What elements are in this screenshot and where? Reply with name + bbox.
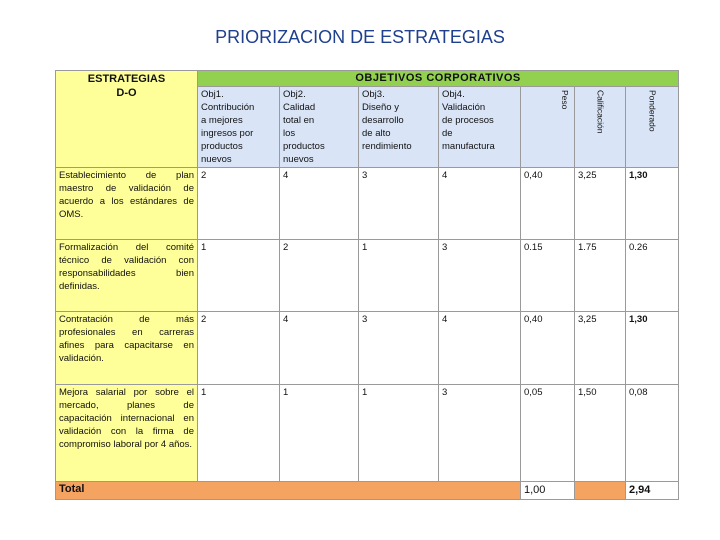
peso-cell: 0,40: [521, 168, 575, 240]
peso-cell: 0.15: [521, 240, 575, 312]
calificacion-header: Calificación: [575, 87, 626, 168]
score-cell: 4: [280, 312, 359, 385]
corner-label-cell: [56, 71, 198, 168]
strategy-cell: Contratación de más profesionales en carreras afines para capacitarse en validación.: [56, 312, 198, 385]
strategy-cell: Mejora salarial por sobre el mercado, planes de capacitación internacional en validación con la firma de compromiso laboral por 4 años.: [56, 385, 198, 482]
score-cell: 2: [280, 240, 359, 312]
score-cell: 4: [439, 168, 521, 240]
score-cell: 1: [198, 240, 280, 312]
table-row: [56, 168, 679, 240]
score-cell: 1: [280, 385, 359, 482]
objective-header: Obj1. Contribución a mejores ingresos por productos nuevos: [198, 87, 280, 168]
calificacion-cell: 3,25: [575, 312, 626, 385]
score-cell: 3: [359, 312, 439, 385]
ponderado-cell: 0,08: [626, 385, 679, 482]
group-header: OBJETIVOS CORPORATIVOS: [198, 71, 679, 87]
strategy-cell: Establecimiento de plan maestro de validación de acuerdo a los estándares de OMS.: [56, 168, 198, 240]
score-cell: 3: [359, 168, 439, 240]
objective-header: Obj2. Calidad total en los productos nuevos: [280, 87, 359, 168]
objective-header: Obj3. Diseño y desarrollo de alto rendimiento: [359, 87, 439, 168]
score-cell: 2: [198, 312, 280, 385]
score-cell: 4: [280, 168, 359, 240]
ponderado-cell: 1,30: [626, 168, 679, 240]
score-cell: 1: [198, 385, 280, 482]
score-cell: 1: [359, 240, 439, 312]
total-ponderado: 2,94: [626, 482, 679, 500]
peso-cell: 0,40: [521, 312, 575, 385]
strategy-cell: Formalización del comité técnico de validación con responsabilidades bien definidas.: [56, 240, 198, 312]
score-cell: 2: [198, 168, 280, 240]
strategy-priority-table: [55, 70, 679, 500]
table-row: [56, 240, 679, 312]
peso-header: Peso: [521, 87, 575, 168]
total-label: Total: [56, 482, 521, 500]
score-cell: 1: [359, 385, 439, 482]
total-blank: [575, 482, 626, 500]
total-peso: 1,00: [521, 482, 575, 500]
ponderado-header: Ponderado: [626, 87, 679, 168]
peso-cell: 0,05: [521, 385, 575, 482]
table-row: [56, 312, 679, 385]
score-cell: 4: [439, 312, 521, 385]
slide-title: PRIORIZACION DE ESTRATEGIAS: [215, 27, 505, 47]
total-row: [56, 482, 679, 500]
score-cell: 3: [439, 385, 521, 482]
calificacion-cell: 3,25: [575, 168, 626, 240]
ponderado-cell: 0.26: [626, 240, 679, 312]
objective-header: Obj4. Validación de procesos de manufactura: [439, 87, 521, 168]
ponderado-cell: 1,30: [626, 312, 679, 385]
calificacion-cell: 1,50: [575, 385, 626, 482]
calificacion-cell: 1.75: [575, 240, 626, 312]
score-cell: 3: [439, 240, 521, 312]
corner-label: ESTRATEGIAS D-O: [87, 73, 166, 99]
table-row: [56, 385, 679, 482]
